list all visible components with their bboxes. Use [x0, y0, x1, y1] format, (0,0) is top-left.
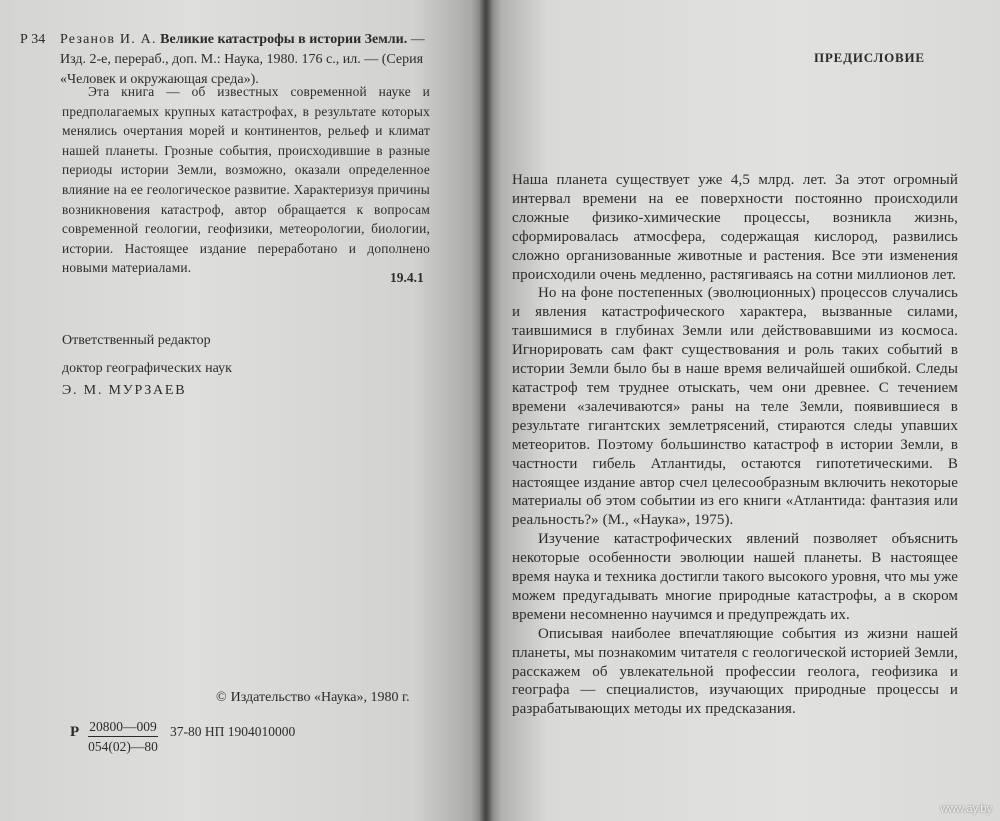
- shelf-code: Р 34: [20, 32, 46, 47]
- watermark: www.ay.by: [940, 803, 992, 815]
- bibliographic-record: [20, 30, 444, 90]
- book-author: Резанов И. А.: [60, 32, 157, 47]
- paragraph: Наша планета существует уже 4,5 млрд. лет. За этот огромный интервал времени на ее поверхности постоянно происходили сложные физико-химические процессы, возникла жизнь, сформировалась атмосфера, содержащая кислород, развились сложно организованные животные и растения. Все эти изменения происходили очень медленно, растягиваясь на сотни миллионов лет.: [512, 172, 958, 283]
- copyright-text: Издательство «Наука», 1980 г.: [230, 690, 410, 705]
- paragraph: Изучение катастрофических явлений позволяет объяснить некоторые особенности эволюции нашей планеты. В настоящее время наука и техника достигли такого высокого уровня, что мы уже можем предугадывать многие природные катастрофы, а в скором времени несомненно научимся и предупреждать их.: [512, 531, 958, 623]
- copyright-symbol: ©: [216, 690, 227, 705]
- editor-degree: доктор географических наук: [62, 361, 232, 376]
- editor-name: Э. М. МУРЗАЕВ: [62, 383, 187, 398]
- publication-code: 37-80 НП 1904010000: [170, 724, 296, 739]
- bibliographic-entry: [60, 30, 444, 90]
- publication-code-fraction: [88, 718, 158, 755]
- preface-text: [512, 171, 958, 719]
- paragraph: Описывая наиболее впечатляющие события из жизни нашей планеты, мы познакомим читателя с геологической историей Земли, расскажем об увлекательной профессии геолога, геофизика и географа — специалистов, изучающих природные процессы и разрабатывающих методы их предсказания.: [512, 625, 958, 718]
- book-imprint: — Изд. 2-е, перераб., доп. М.: Наука, 1980. 176 с., ил. — (Серия «Человек и окружающая среда»).: [60, 32, 425, 87]
- copyright-line: [216, 690, 410, 706]
- paragraph: Но на фоне постепенных (эволюционных) процессов случались и явления катастрофического характера, вызванные силами, таившимися в глубинах Земли или действовавшими из космоса. Игнорировать сам факт существования и роль таких событий в истории Земли было бы в наше время величайшей ошибкой. Следы катастроф тем труднее отыскать, чем они древнее. С течением времени «залечиваются» раны на теле Земли, появившиеся в результате гигантских землетрясений, стираются следы упавших метеоритов. Поэтому большинство катастроф в истории Земли, в частности гибель Атлантиды, остаются гипотетическими. В настоящее издание автор счел целесообразным включить некоторые материалы об этом событии из его книги «Атлантида: фантазия или реальность?» (М., «Наука», 1975).: [512, 285, 958, 529]
- book-title: Великие катастрофы в истории Земли.: [160, 32, 408, 47]
- left-page: [0, 0, 486, 821]
- book-annotation: Эта книга — об известных современной науке и предполагаемых крупных катастрофах, в результате которых менялись очертания морей и континентов, рельеф и климат нашей планеты. Грозные события, происходившие в разные периоды истории Земли, возможно, оказали определенное влияние на ее геологическое развитие. Характеризуя причины возникновения катастроф, автор обращается к вопросам современной геологии, геофизики, метеорологии, биологии, истории. Настоящее издание переработано и дополнено новыми материалами.: [62, 84, 430, 276]
- editor-label: Ответственный редактор: [62, 333, 211, 348]
- fraction-numerator: 20800—009: [88, 718, 158, 737]
- right-page: [486, 0, 1000, 821]
- classification-code: 19.4.1: [390, 270, 424, 285]
- fraction-denominator: 054(02)—80: [88, 739, 158, 754]
- page-heading: ПРЕДИСЛОВИЕ: [814, 50, 925, 65]
- book-gutter: [479, 0, 493, 821]
- price-letter: Р: [70, 724, 80, 740]
